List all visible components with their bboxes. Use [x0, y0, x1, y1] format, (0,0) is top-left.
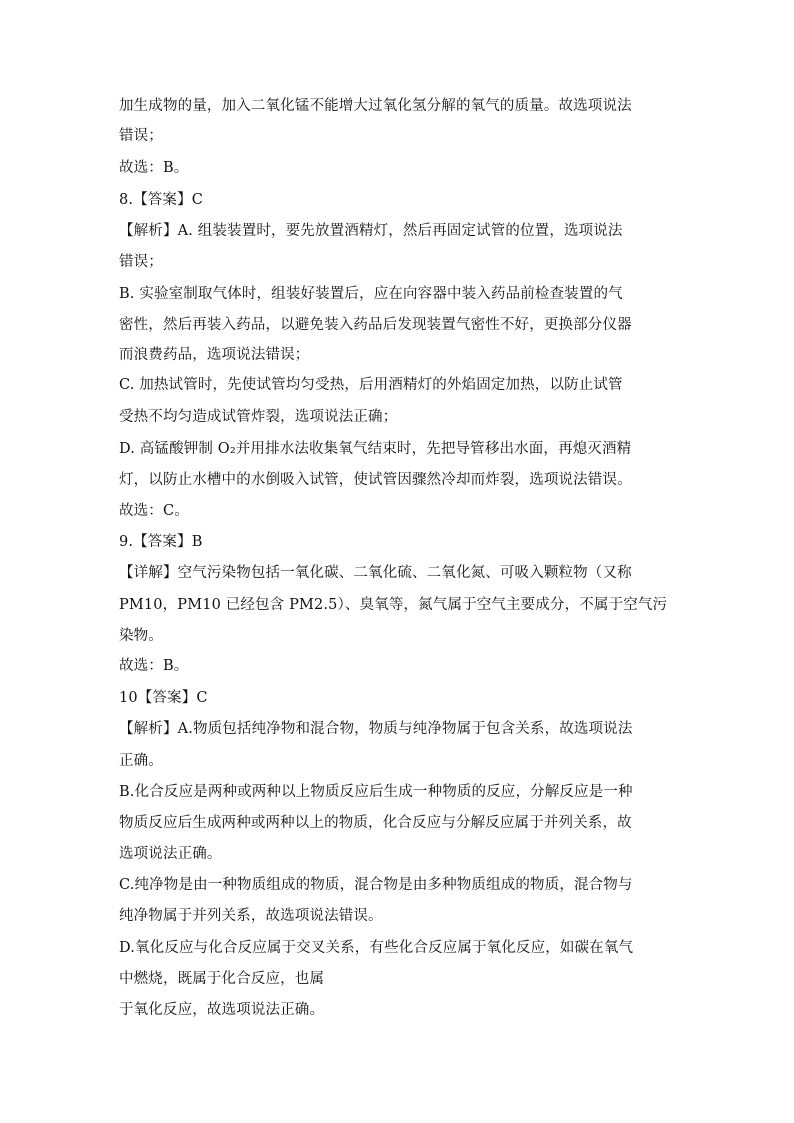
- text-line: 中燃烧，既属于化合反应，也属: [119, 971, 325, 987]
- text-line: 纯净物属于并列关系，故选项说法错误。: [119, 908, 383, 924]
- text-line: 密性，然后再装入药品，以避免装入药品后发现装置气密性不好，更换部分仪器: [119, 317, 632, 333]
- text-line: 【解析】A. 组装装置时，要先放置酒精灯，然后再固定试管的位置，选项说法: [119, 223, 623, 239]
- text-line: 而浪费药品，选项说法错误；: [119, 347, 310, 363]
- text-line: 故选：B。: [119, 160, 189, 176]
- text-line: PM10，PM10 已经包含 PM2.5）、臭氧等，氮气属于空气主要成分，不属于空气污: [119, 597, 668, 613]
- text-line: 于氧化反应，故选项说法正确。: [119, 1002, 325, 1018]
- text-line: 故选：C。: [119, 503, 189, 519]
- answer-heading: 10【答案】C: [119, 690, 208, 706]
- text-line: 错误；: [119, 254, 163, 270]
- text-line: D. 高锰酸钾制 O₂并用排水法收集氧气结束时，先把导管移出水面，再熄灭酒精: [119, 441, 632, 457]
- text-line: 【解析】A.物质包括纯净物和混合物，物质与纯净物属于包含关系，故选项说法: [119, 721, 633, 737]
- text-line: 选项说法正确。: [119, 846, 222, 862]
- text-line: C.纯净物是由一种物质组成的物质，混合物是由多种物质组成的物质，混合物与: [119, 877, 633, 893]
- text-line: 正确。: [119, 753, 163, 769]
- text-line: 错误；: [119, 128, 163, 144]
- text-line: D.氧化反应与化合反应属于交叉关系，有些化合反应属于氧化反应，如碳在氧气: [119, 940, 634, 956]
- text-line: 故选：B。: [119, 658, 189, 674]
- text-line: 加生成物的量，加入二氧化锰不能增大过氧化氢分解的氧气的质量。故选项说法: [119, 98, 632, 114]
- text-line: 物质反应后生成两种或两种以上的物质，化合反应与分解反应属于并列关系，故: [119, 815, 632, 831]
- answer-heading: 8.【答案】C: [119, 192, 203, 208]
- answer-heading: 9.【答案】B: [119, 534, 203, 550]
- text-line: B. 实验室制取气体时，组装好装置后，应在向容器中装入药品前检查装置的气: [119, 286, 623, 302]
- text-line: 灯，以防止水槽中的水倒吸入试管，使试管因骤然冷却而炸裂，选项说法错误。: [119, 472, 632, 488]
- text-line: 染物。: [119, 628, 163, 644]
- text-line: 【详解】空气污染物包括一氧化碳、二氧化硫、二氧化氮、可吸入颗粒物（又称: [119, 565, 632, 581]
- text-line: B.化合反应是两种或两种以上物质反应后生成一种物质的反应，分解反应是一种: [119, 784, 633, 800]
- text-line: 受热不均匀造成试管炸裂，选项说法正确；: [119, 409, 398, 425]
- text-line: C. 加热试管时，先使试管均匀受热，后用酒精灯的外焰固定加热，以防止试管: [119, 377, 623, 393]
